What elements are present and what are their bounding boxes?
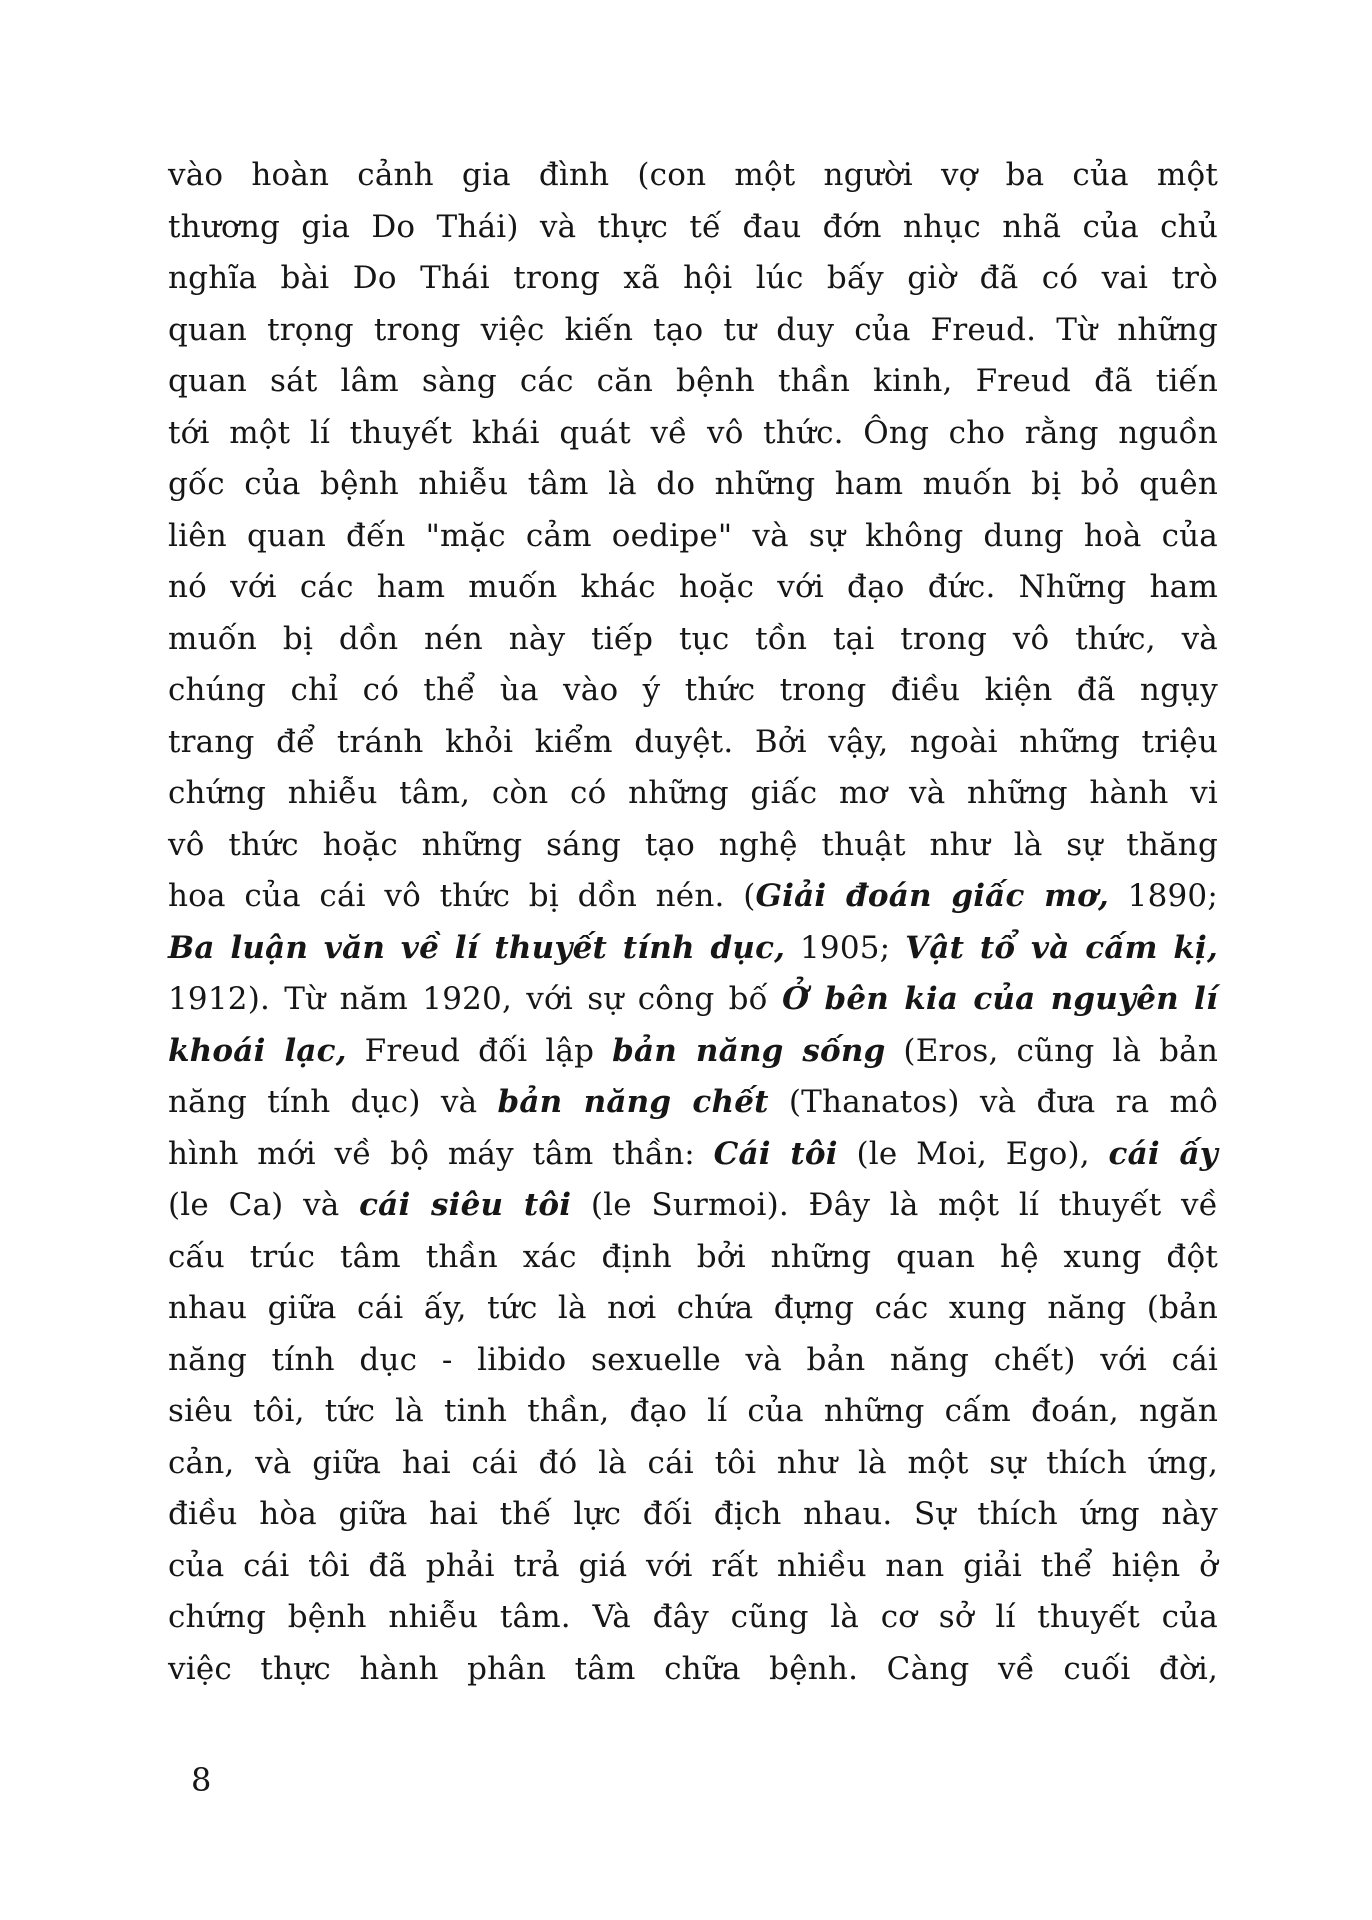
line-text: năng tính dục) và [168, 1084, 498, 1120]
text-line [168, 305, 1218, 357]
line-text: tới một lí thuyết khái quát về vô thức. Ông cho rằng nguồn [168, 414, 1218, 451]
line-text: (le Ca) và [168, 1187, 360, 1223]
line-text: 1905; [785, 929, 906, 966]
text-line [168, 562, 1218, 614]
italic-title-text: bản năng sống [612, 1032, 886, 1069]
text-line [168, 768, 1218, 820]
line-text: cấu trúc tâm thần xác định bởi những quan hệ xung đột [168, 1238, 1218, 1275]
text-line [168, 1644, 1218, 1696]
italic-title-text: Giải đoán giấc mơ, [755, 878, 1109, 914]
italic-title-text: Cái tôi [713, 1135, 838, 1172]
line-text: vô thức hoặc những sáng tạo nghệ thuật như là sự thăng [168, 826, 1218, 863]
text-line [168, 614, 1218, 666]
line-text: nhau giữa cái ấy, tức là nơi chứa đựng các xung năng (bản [168, 1290, 1218, 1326]
italic-title-text: cái ấy [1108, 1135, 1218, 1172]
text-line [168, 871, 1218, 923]
text-line [168, 1232, 1218, 1284]
text-line [168, 923, 1218, 975]
text-line [168, 459, 1218, 511]
line-text: siêu tôi, tức là tinh thần, đạo lí của những cấm đoán, ngăn [168, 1393, 1218, 1429]
body-text [168, 150, 1218, 1695]
line-text: (Thanatos) và đưa ra mô [768, 1084, 1218, 1120]
line-text: thương gia Do Thái) và thực tế đau đớn nhục nhã của chủ [168, 208, 1218, 245]
text-line [168, 1335, 1218, 1387]
text-line [168, 150, 1218, 202]
line-text: hình mới về bộ máy tâm thần: [168, 1135, 714, 1172]
text-line [168, 1489, 1218, 1541]
italic-title-text: bản năng chết [497, 1084, 769, 1120]
text-line [168, 1077, 1218, 1129]
line-text: (le Moi, Ego), [837, 1135, 1109, 1172]
line-text: vào hoàn cảnh gia đình (con một người vợ ba của một [168, 157, 1218, 193]
line-text: 1890; [1109, 878, 1218, 914]
line-text: cản, và giữa hai cái đó là cái tôi như là một sự thích ứng, [168, 1444, 1218, 1481]
text-line [168, 253, 1218, 305]
line-text: nó với các ham muốn khác hoặc với đạo đức. Những ham [168, 569, 1218, 605]
line-text: 1912). Từ năm 1920, với sự công bố [168, 981, 783, 1017]
italic-title-text: Ba luận văn về lí thuyết tính dục, [168, 929, 786, 966]
italic-title-text: khoái lạc, [168, 1032, 347, 1069]
text-line [168, 1283, 1218, 1335]
text-line [168, 820, 1218, 872]
line-text: hoa của cái vô thức bị dồn nén. ( [168, 878, 756, 914]
text-line [168, 356, 1218, 408]
line-text: việc thực hành phân tâm chữa bệnh. Càng về cuối đời, [168, 1650, 1218, 1687]
text-line [168, 408, 1218, 460]
text-line [168, 1438, 1218, 1490]
text-line [168, 1386, 1218, 1438]
line-text: Freud đối lập [346, 1032, 613, 1069]
line-text: gốc của bệnh nhiễu tâm là do những ham muốn bị bỏ quên [168, 466, 1218, 502]
text-line [168, 974, 1218, 1026]
line-text: nghĩa bài Do Thái trong xã hội lúc bấy giờ đã có vai trò [168, 260, 1218, 296]
line-text: năng tính dục - libido sexuelle và bản năng chết) với cái [168, 1341, 1218, 1378]
text-line [168, 665, 1218, 717]
text-line [168, 511, 1218, 563]
line-text: của cái tôi đã phải trả giá với rất nhiều nan giải thể hiện ở [168, 1547, 1218, 1584]
text-line [168, 717, 1218, 769]
line-text: quan sát lâm sàng các căn bệnh thần kinh, Freud đã tiến [168, 363, 1218, 399]
italic-title-text: Vật tổ và cấm kị, [905, 929, 1218, 966]
text-line [168, 1129, 1218, 1181]
page-number: 8 [191, 1761, 212, 1799]
line-text: chúng chỉ có thể ùa vào ý thức trong điều kiện đã ngụy [168, 672, 1218, 708]
text-line [168, 1541, 1218, 1593]
text-line [168, 1026, 1218, 1078]
line-text: điều hòa giữa hai thế lực đối địch nhau. Sự thích ứng này [168, 1496, 1218, 1532]
line-text: chứng nhiễu tâm, còn có những giấc mơ và những hành vi [168, 775, 1218, 811]
line-text: liên quan đến "mặc cảm oedipe" và sự không dung hoà của [168, 517, 1218, 554]
text-line [168, 1592, 1218, 1644]
text-line [168, 202, 1218, 254]
italic-title-text: Ở bên kia của nguyên lí [782, 981, 1218, 1017]
line-text: (Eros, cũng là bản [885, 1032, 1218, 1069]
text-line [168, 1180, 1218, 1232]
line-text: (le Surmoi). Đây là một lí thuyết về [571, 1187, 1218, 1223]
line-text: trang để tránh khỏi kiểm duyệt. Bởi vậy, ngoài những triệu [168, 723, 1218, 760]
line-text: quan trọng trong việc kiến tạo tư duy của Freud. Từ những [168, 311, 1218, 348]
line-text: muốn bị dồn nén này tiếp tục tồn tại trong vô thức, và [168, 620, 1218, 657]
line-text: chứng bệnh nhiễu tâm. Và đây cũng là cơ sở lí thuyết của [168, 1599, 1218, 1635]
italic-title-text: cái siêu tôi [359, 1187, 572, 1223]
